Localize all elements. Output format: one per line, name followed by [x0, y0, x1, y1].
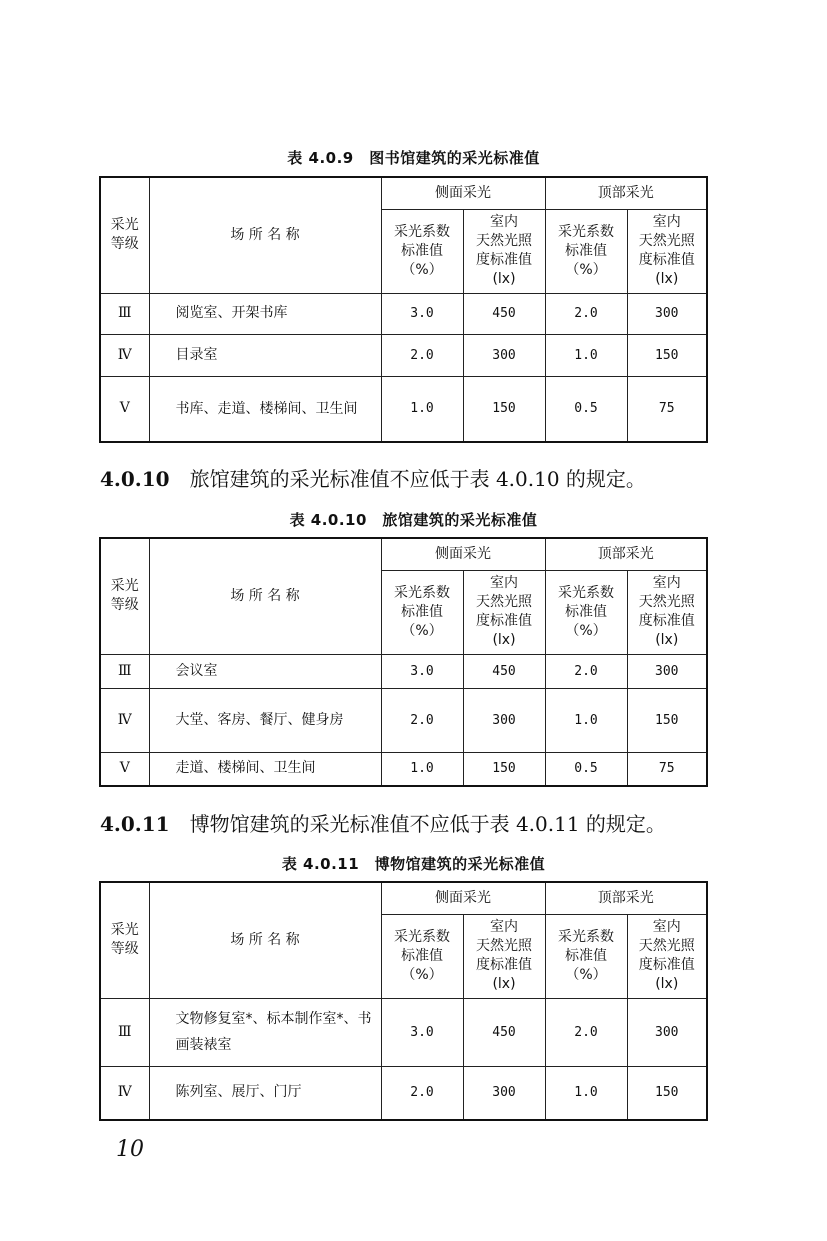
clause-text: 博物馆建筑的采光标准值不应低于表 4.0.11 的规定。: [189, 812, 666, 836]
table-4-0-10: [99, 537, 708, 787]
cell-side-coef: 2.0: [381, 688, 463, 752]
cell-name: 目录室: [149, 334, 381, 376]
cell-side-illum: 150: [463, 376, 545, 442]
cell-top-coef: 2.0: [545, 654, 627, 688]
header-side-illum: 室内 天然光照 度标准值 (lx): [463, 914, 545, 998]
table-row: [100, 293, 707, 334]
header-top-lighting: 顶部采光: [545, 177, 707, 209]
cell-name: 走道、楼梯间、卫生间: [149, 752, 381, 786]
cell-name: 会议室: [149, 654, 381, 688]
header-side-coef: 采光系数 标准值 （%）: [381, 570, 463, 654]
cell-grade: Ⅴ: [100, 752, 149, 786]
table-row: [100, 752, 707, 786]
header-side-lighting: 侧面采光: [381, 882, 545, 914]
header-top-lighting: 顶部采光: [545, 882, 707, 914]
cell-top-coef: 1.0: [545, 334, 627, 376]
cell-top-illum: 75: [627, 752, 707, 786]
table-row: [100, 334, 707, 376]
cell-top-illum: 300: [627, 654, 707, 688]
table-4-0-11: [99, 881, 708, 1121]
cell-top-illum: 150: [627, 688, 707, 752]
header-top-illum: 室内 天然光照 度标准值 (lx): [627, 570, 707, 654]
header-grade: 采光 等级: [100, 538, 149, 654]
header-top-coef: 采光系数 标准值 （%）: [545, 209, 627, 293]
header-name: 场 所 名 称: [149, 177, 381, 293]
cell-top-illum: 300: [627, 293, 707, 334]
cell-side-coef: 1.0: [381, 376, 463, 442]
table-row: [100, 376, 707, 442]
header-side-coef: 采光系数 标准值 （%）: [381, 914, 463, 998]
cell-grade: Ⅲ: [100, 293, 149, 334]
table-row: [100, 654, 707, 688]
cell-name: 书库、走道、楼梯间、卫生间: [149, 376, 381, 442]
cell-side-illum: 150: [463, 752, 545, 786]
table-4-0-9: [99, 176, 708, 443]
cell-side-illum: 300: [463, 1066, 545, 1120]
clause-4-0-11: [100, 808, 800, 837]
cell-grade: Ⅳ: [100, 334, 149, 376]
clause-text: 旅馆建筑的采光标准值不应低于表 4.0.10 的规定。: [189, 467, 646, 491]
cell-top-illum: 75: [627, 376, 707, 442]
clause-4-0-10: [100, 463, 800, 492]
header-top-illum: 室内 天然光照 度标准值 (lx): [627, 209, 707, 293]
cell-name: 文物修复室*、标本制作室*、书画装裱室: [149, 998, 381, 1066]
table-row: [100, 1066, 707, 1120]
cell-side-illum: 450: [463, 998, 545, 1066]
clause-number: 4.0.10: [100, 467, 170, 491]
header-side-lighting: 侧面采光: [381, 538, 545, 570]
cell-grade: Ⅲ: [100, 998, 149, 1066]
header-side-lighting: 侧面采光: [381, 177, 545, 209]
cell-side-coef: 1.0: [381, 752, 463, 786]
header-top-coef: 采光系数 标准值 （%）: [545, 914, 627, 998]
cell-grade: Ⅳ: [100, 688, 149, 752]
header-top-illum: 室内 天然光照 度标准值 (lx): [627, 914, 707, 998]
cell-top-coef: 2.0: [545, 998, 627, 1066]
cell-side-coef: 2.0: [381, 1066, 463, 1120]
cell-top-coef: 1.0: [545, 1066, 627, 1120]
cell-side-coef: 2.0: [381, 334, 463, 376]
cell-top-coef: 0.5: [545, 752, 627, 786]
cell-grade: Ⅲ: [100, 654, 149, 688]
cell-side-coef: 3.0: [381, 998, 463, 1066]
cell-grade: Ⅴ: [100, 376, 149, 442]
header-top-lighting: 顶部采光: [545, 538, 707, 570]
header-side-illum: 室内 天然光照 度标准值 (lx): [463, 209, 545, 293]
cell-top-coef: 1.0: [545, 688, 627, 752]
header-side-coef: 采光系数 标准值 （%）: [381, 209, 463, 293]
cell-top-illum: 150: [627, 1066, 707, 1120]
cell-name: 阅览室、开架书库: [149, 293, 381, 334]
header-grade: 采光 等级: [100, 882, 149, 998]
cell-side-coef: 3.0: [381, 293, 463, 334]
cell-side-illum: 300: [463, 334, 545, 376]
table-caption-4-0-9: 表 4.0.9 图书馆建筑的采光标准值: [287, 149, 540, 167]
cell-top-coef: 2.0: [545, 293, 627, 334]
header-side-illum: 室内 天然光照 度标准值 (lx): [463, 570, 545, 654]
cell-grade: Ⅳ: [100, 1066, 149, 1120]
cell-side-illum: 300: [463, 688, 545, 752]
table-caption-4-0-11: 表 4.0.11 博物馆建筑的采光标准值: [281, 855, 546, 873]
table-row: [100, 998, 707, 1066]
cell-side-illum: 450: [463, 293, 545, 334]
cell-top-illum: 300: [627, 998, 707, 1066]
cell-name: 大堂、客房、餐厅、健身房: [149, 688, 381, 752]
cell-name: 陈列室、展厅、门厅: [149, 1066, 381, 1120]
cell-top-illum: 150: [627, 334, 707, 376]
header-name: 场 所 名 称: [149, 538, 381, 654]
page-number: 10: [116, 1137, 144, 1162]
cell-top-coef: 0.5: [545, 376, 627, 442]
cell-side-illum: 450: [463, 654, 545, 688]
cell-side-coef: 3.0: [381, 654, 463, 688]
header-top-coef: 采光系数 标准值 （%）: [545, 570, 627, 654]
clause-number: 4.0.11: [100, 812, 170, 836]
header-name: 场 所 名 称: [149, 882, 381, 998]
table-row: [100, 688, 707, 752]
header-grade: 采光 等级: [100, 177, 149, 293]
table-caption-4-0-10: 表 4.0.10 旅馆建筑的采光标准值: [289, 511, 538, 529]
